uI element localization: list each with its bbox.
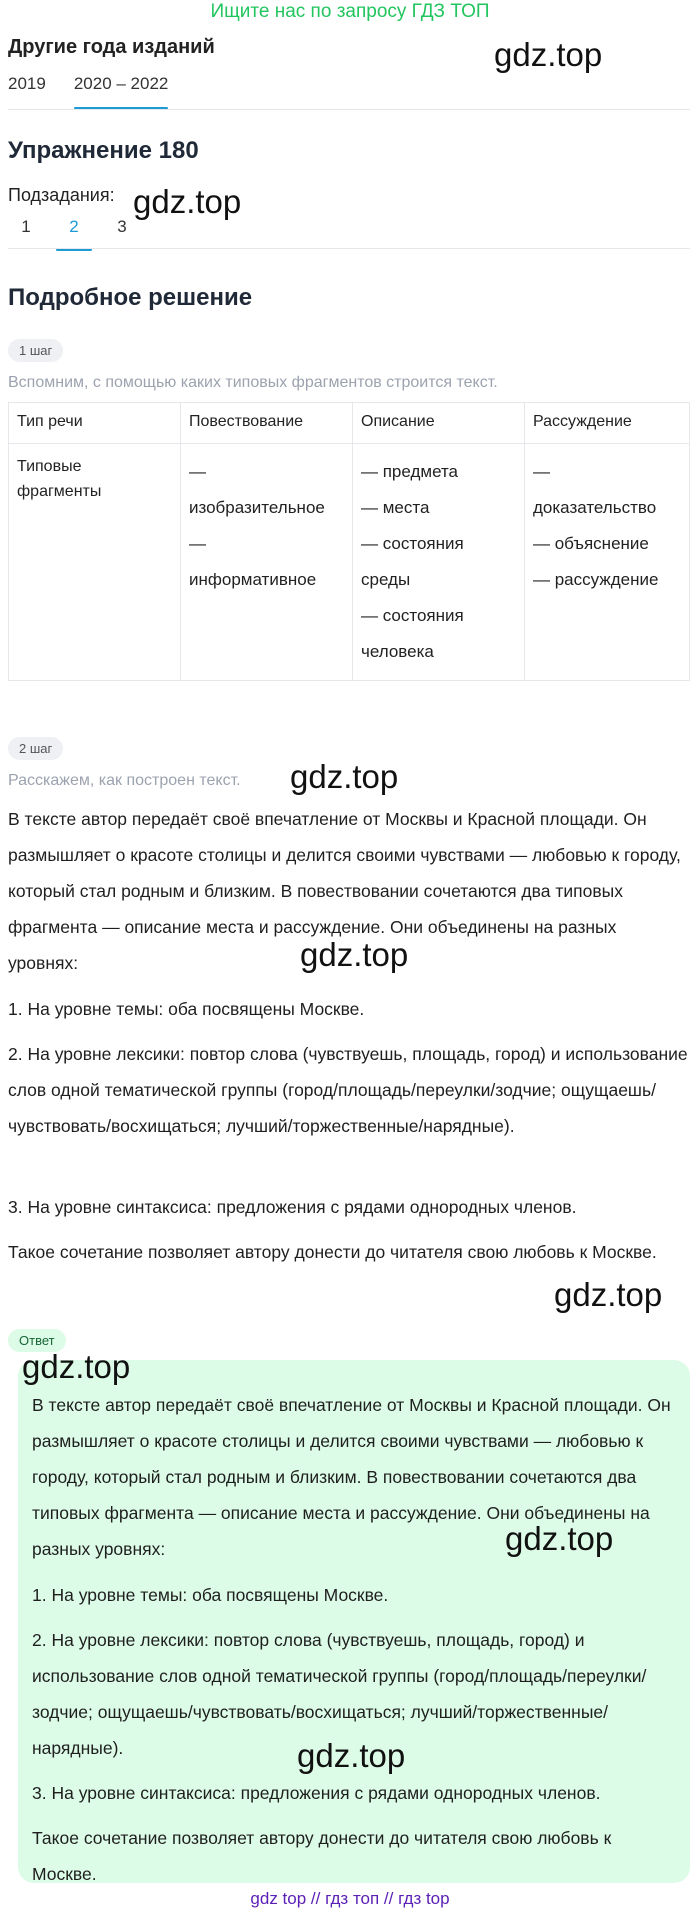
cell-line: — рассуждение	[533, 570, 659, 589]
editions-heading: Другие года изданий	[8, 36, 215, 58]
watermark: gdz.top	[290, 758, 399, 795]
answer-paragraph: 2. На уровне лексики: повтор слова (чувствуешь, площадь, город) и использование слов одной тематической группы (город/площадь/переулки/зодчие; ощущаешь/чувствовать/восхищаться; лучший/торжественные/нарядные).	[32, 1630, 647, 1758]
answer-paragraph: 3. На уровне синтаксиса: предложения с рядами однородных членов.	[32, 1783, 601, 1803]
cell-line: — состояния	[361, 606, 464, 625]
table-cell	[9, 444, 181, 681]
cell-line: изобразительное	[189, 498, 325, 517]
answer-paragraph: В тексте автор передаёт своё впечатление от Москвы и Красной площади. Он размышляет о красоте столицы и делится своими чувствами — любовью к городу, который стал родным и близким. В повествовании сочетаются два типовых фрагмента — описание места и рассуждение. Они объединены на разных уровнях:	[32, 1395, 671, 1559]
table-header: Повествование	[181, 403, 353, 444]
cell-line: —	[189, 462, 206, 481]
solution-paragraph: Такое сочетание позволяет автору донести до читателя свою любовь к Москве.	[8, 1242, 657, 1262]
solution-paragraph: 3. На уровне синтаксиса: предложения с рядами однородных членов.	[8, 1197, 577, 1217]
cell-line: —	[533, 462, 550, 481]
step-2-badge: 2 шаг	[8, 737, 63, 760]
row-label: Типовые фрагменты	[17, 458, 102, 500]
cell-line: — объяснение	[533, 534, 649, 553]
cell-line: человека	[361, 642, 434, 661]
subtasks-label: Подзадания:	[8, 185, 115, 205]
answer-paragraph: Такое сочетание позволяет автору донести до читателя свою любовь к Москве.	[32, 1828, 612, 1884]
fragments-table	[8, 402, 690, 681]
subtask-2[interactable]: 2	[50, 217, 98, 251]
watermark: gdz.top	[300, 936, 409, 973]
exercise-title: Упражнение 180	[8, 137, 199, 164]
cell-line: информативное	[189, 570, 317, 589]
watermark: gdz.top	[297, 1737, 406, 1774]
table-header: Тип речи	[9, 403, 181, 444]
cell-line: — состояния	[361, 534, 464, 553]
solution-paragraph: 2. На уровне лексики: повтор слова (чувствуешь, площадь, город) и использование слов одной тематической группы (город/площадь/переулки/зодчие; ощущаешь/чувствовать/восхищаться; лучший/торжественные/нарядные).	[8, 1044, 688, 1136]
watermark: gdz.top	[133, 183, 242, 220]
table-header: Описание	[353, 403, 525, 444]
watermark: gdz.top	[494, 36, 603, 73]
watermark: gdz.top	[22, 1348, 131, 1385]
subtask-1[interactable]: 1	[21, 217, 31, 236]
table-cell	[525, 444, 690, 681]
step-1-badge: 1 шаг	[8, 339, 63, 362]
footer-links[interactable]: gdz top // гдз топ // гдз top	[250, 1889, 450, 1908]
editions-tabs	[8, 74, 168, 110]
cell-line: — предмета	[361, 462, 459, 481]
table-cell	[181, 444, 353, 681]
table-row	[9, 444, 690, 681]
cell-line: —	[189, 534, 206, 553]
answer-badge: Ответ	[8, 1329, 66, 1352]
cell-line: среды	[361, 570, 411, 589]
divider	[8, 248, 690, 249]
step-1-note: Вспомним, с помощью каких типовых фрагментов строится текст.	[8, 374, 498, 391]
solution-heading: Подробное решение	[8, 284, 253, 311]
promo-banner[interactable]: Ищите нас по запросу ГДЗ ТОП	[210, 1, 490, 22]
answer-paragraph: 1. На уровне темы: оба посвящены Москве.	[32, 1585, 389, 1605]
table-header: Рассуждение	[525, 403, 690, 444]
tab-2020-2022[interactable]: 2020 – 2022	[74, 74, 169, 110]
step-2-note: Расскажем, как построен текст.	[8, 772, 241, 789]
watermark: gdz.top	[505, 1520, 614, 1557]
watermark: gdz.top	[554, 1276, 663, 1313]
cell-line: — места	[361, 498, 430, 517]
table-header-row	[9, 403, 690, 444]
table-cell	[353, 444, 525, 681]
subtasks-tabs	[2, 217, 146, 251]
cell-line: доказательство	[533, 498, 657, 517]
tab-2019[interactable]: 2019	[8, 74, 46, 93]
subtask-3[interactable]: 3	[117, 217, 127, 236]
divider	[8, 109, 690, 110]
solution-paragraph: 1. На уровне темы: оба посвящены Москве.	[8, 999, 365, 1019]
solution-paragraph: В тексте автор передаёт своё впечатление от Москвы и Красной площади. Он размышляет о красоте столицы и делится своими чувствами — любовью к городу, который стал родным и близким. В повествовании сочетаются два типовых фрагмента — описание места и рассуждение. Они объединены на разных уровнях:	[8, 809, 681, 973]
